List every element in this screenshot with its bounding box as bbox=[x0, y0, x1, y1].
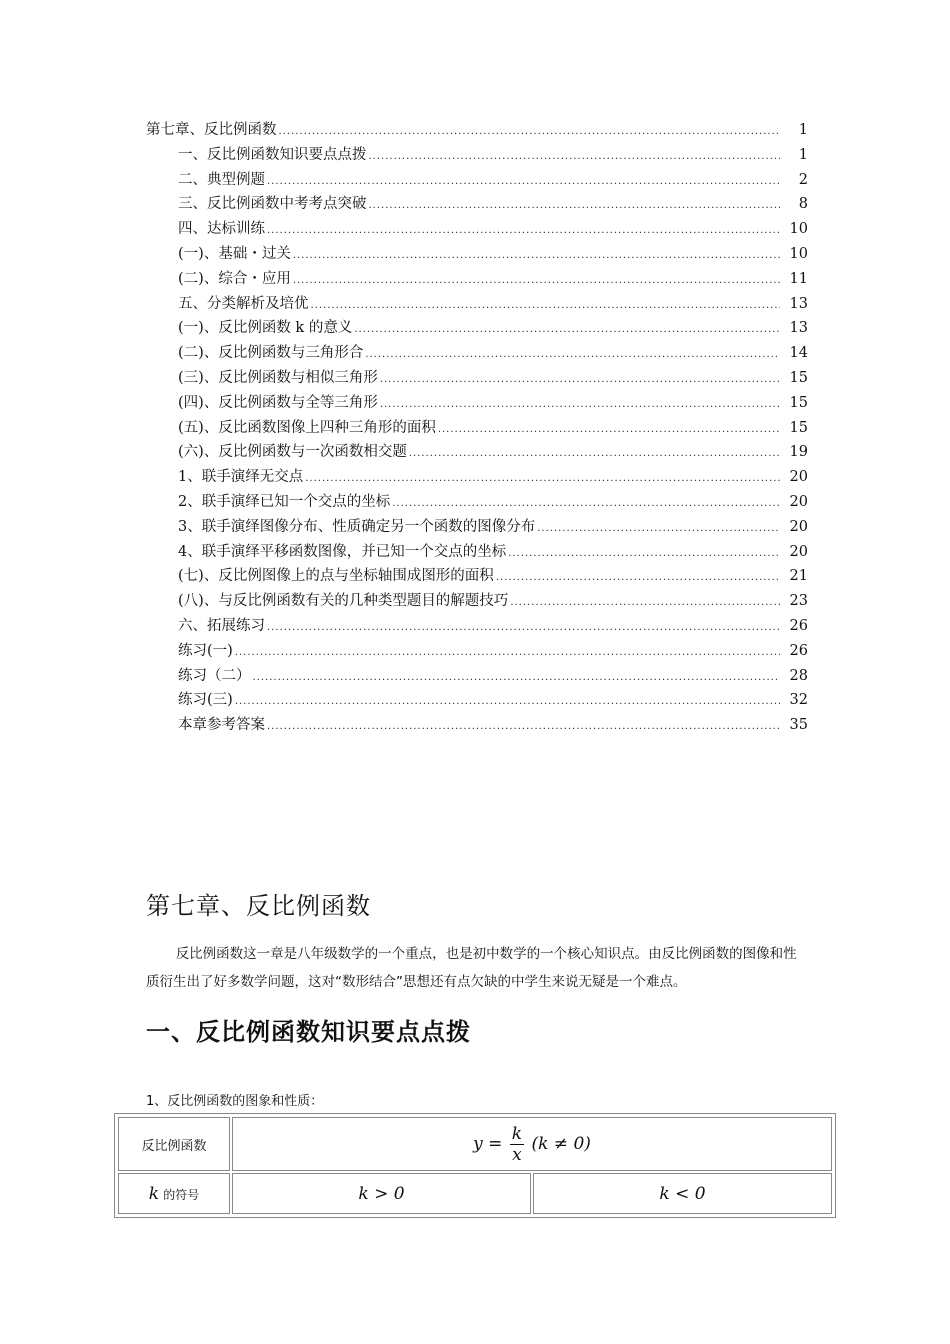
toc-entry-page: 26 bbox=[789, 617, 808, 634]
table-row bbox=[118, 1173, 832, 1214]
table-caption: 1、反比例函数的图象和性质： bbox=[146, 1094, 324, 1109]
toc-leader-dots bbox=[537, 517, 780, 542]
toc-entry-label: 五、分类解析及培优 bbox=[178, 295, 309, 312]
toc-entry-page: 13 bbox=[789, 320, 808, 337]
toc-entry[interactable] bbox=[146, 614, 808, 639]
toc-entry[interactable] bbox=[146, 564, 808, 589]
toc-entry[interactable] bbox=[146, 168, 808, 193]
toc-leader-dots bbox=[267, 616, 780, 641]
k-negative: k < 0 bbox=[659, 1183, 706, 1204]
toc-leader-dots bbox=[510, 591, 780, 616]
toc-leader-dots bbox=[380, 368, 780, 393]
k-positive-cell bbox=[232, 1173, 531, 1214]
toc-entry-label: (八)、与反比例函数有关的几种类型题目的解题技巧 bbox=[178, 593, 509, 610]
toc-entry-label: (二)、综合・应用 bbox=[178, 270, 291, 287]
toc-entry-label: 练习(三) bbox=[178, 692, 233, 709]
formula bbox=[473, 1123, 591, 1165]
toc-entry[interactable] bbox=[146, 688, 808, 713]
toc-entry-page: 14 bbox=[789, 345, 808, 362]
toc-leader-dots bbox=[365, 343, 780, 368]
k-positive: k > 0 bbox=[358, 1183, 405, 1204]
toc-entry-page: 28 bbox=[789, 667, 808, 684]
toc-entry-page: 1 bbox=[798, 122, 808, 138]
toc-leader-dots bbox=[508, 542, 780, 567]
formula-numerator: k bbox=[511, 1123, 523, 1144]
toc-leader-dots bbox=[293, 244, 780, 269]
toc-entry-page: 26 bbox=[789, 642, 808, 659]
toc-entry-page: 11 bbox=[789, 270, 808, 287]
toc-entry-page: 20 bbox=[789, 543, 808, 560]
toc-entry-label: (一)、反比例函数 k 的意义 bbox=[178, 320, 353, 337]
formula-condition: (k ≠ 0) bbox=[531, 1133, 591, 1154]
toc-leader-dots bbox=[253, 666, 781, 691]
toc-entry-label: 二、典型例题 bbox=[178, 171, 265, 188]
toc-entry-label: 练习（二） bbox=[178, 667, 251, 684]
toc-entry-page: 21 bbox=[789, 568, 808, 585]
toc-leader-dots bbox=[305, 467, 780, 492]
toc-entry-label: 三、反比例函数中考考点突破 bbox=[178, 196, 367, 213]
toc-entry-label: (二)、反比例函数与三角形合 bbox=[178, 345, 364, 362]
toc-leader-dots bbox=[235, 690, 780, 715]
table-of-contents bbox=[146, 118, 808, 738]
toc-entry[interactable] bbox=[146, 366, 808, 391]
toc-leader-dots bbox=[369, 145, 781, 170]
toc-entry[interactable] bbox=[146, 416, 808, 441]
toc-leader-dots bbox=[409, 442, 780, 467]
toc-entry-label: 4、联手演绎平移函数图像，并已知一个交点的坐标 bbox=[178, 543, 507, 560]
toc-leader-dots bbox=[267, 715, 780, 740]
toc-entry-page: 15 bbox=[789, 369, 808, 386]
toc-entry[interactable] bbox=[146, 143, 808, 168]
toc-entry[interactable] bbox=[146, 192, 808, 217]
toc-entry-page: 23 bbox=[789, 593, 808, 610]
toc-entry-page: 2 bbox=[798, 171, 808, 188]
toc-entry-page: 1 bbox=[798, 146, 808, 163]
toc-leader-dots bbox=[235, 641, 780, 666]
k-sign-text: 的符号 bbox=[163, 1187, 200, 1202]
toc-entry[interactable] bbox=[146, 664, 808, 689]
toc-entry[interactable] bbox=[146, 639, 808, 664]
formula-denominator: x bbox=[512, 1144, 522, 1165]
toc-entry-label: 六、拓展练习 bbox=[178, 617, 265, 634]
toc-entry-label: (一)、基础・过关 bbox=[178, 245, 291, 262]
toc-entry-page: 19 bbox=[789, 444, 808, 461]
toc-entry-label: (五)、反比函数图像上四种三角形的面积 bbox=[178, 419, 436, 436]
toc-entry[interactable] bbox=[146, 217, 808, 242]
toc-entry-page: 8 bbox=[798, 196, 808, 213]
toc-entry[interactable] bbox=[146, 267, 808, 292]
k-variable: k bbox=[148, 1183, 160, 1204]
toc-entry[interactable] bbox=[146, 589, 808, 614]
toc-entry-page: 15 bbox=[789, 419, 808, 436]
toc-entry-page: 20 bbox=[789, 469, 808, 486]
toc-entry[interactable] bbox=[146, 242, 808, 267]
toc-entry-label: (六)、反比例函数与一次函数相交题 bbox=[178, 444, 407, 461]
toc-entry[interactable] bbox=[146, 540, 808, 565]
toc-leader-dots bbox=[293, 269, 780, 294]
toc-leader-dots bbox=[354, 318, 780, 343]
toc-leader-dots bbox=[392, 492, 780, 517]
toc-leader-dots bbox=[496, 566, 780, 591]
toc-entry[interactable] bbox=[146, 391, 808, 416]
toc-entry-page: 20 bbox=[789, 518, 808, 535]
toc-leader-dots bbox=[369, 194, 781, 219]
toc-entry-label: 练习(一) bbox=[178, 642, 233, 659]
toc-leader-dots bbox=[267, 170, 780, 195]
toc-entry[interactable] bbox=[146, 465, 808, 490]
toc-entry[interactable] bbox=[146, 292, 808, 317]
toc-entry-page: 10 bbox=[789, 245, 808, 262]
toc-entry[interactable] bbox=[146, 515, 808, 540]
formula-fraction bbox=[510, 1124, 524, 1165]
toc-leader-dots bbox=[380, 393, 780, 418]
toc-entry[interactable] bbox=[146, 490, 808, 515]
chapter-title: 第七章、反比例函数 bbox=[146, 892, 371, 920]
toc-entry-label: (三)、反比例函数与相似三角形 bbox=[178, 369, 378, 386]
toc-entry-label: 本章参考答案 bbox=[178, 717, 265, 734]
toc-entry-page: 35 bbox=[789, 717, 808, 734]
toc-entry-page: 20 bbox=[789, 493, 808, 510]
formula-cell bbox=[232, 1117, 832, 1171]
toc-entry-label: (七)、反比例图像上的点与坐标轴围成图形的面积 bbox=[178, 568, 494, 585]
toc-leader-dots bbox=[438, 418, 780, 443]
properties-table bbox=[114, 1113, 836, 1218]
toc-entry-label: (四)、反比例函数与全等三角形 bbox=[178, 394, 378, 411]
toc-entry[interactable] bbox=[146, 341, 808, 366]
toc-entry-label: 2、联手演绎已知一个交点的坐标 bbox=[178, 493, 391, 510]
table-row bbox=[118, 1117, 832, 1171]
toc-leader-dots bbox=[311, 294, 781, 319]
toc-entry[interactable] bbox=[146, 713, 808, 738]
toc-entry-label: 一、反比例函数知识要点点拨 bbox=[178, 146, 367, 163]
toc-entry-page: 32 bbox=[789, 692, 808, 709]
toc-entry-label: 第七章、反比例函数 bbox=[146, 122, 277, 138]
toc-entry-page: 10 bbox=[789, 221, 808, 238]
toc-entry-page: 13 bbox=[789, 295, 808, 312]
row-label-function: 反比例函数 bbox=[118, 1117, 230, 1171]
toc-entry[interactable] bbox=[146, 118, 808, 143]
formula-lhs: y = bbox=[473, 1133, 503, 1154]
toc-entry-label: 1、联手演绎无交点 bbox=[178, 469, 304, 486]
intro-paragraph: 反比例函数这一章是八年级数学的一个重点，也是初中数学的一个核心知识点。由反比例函数的图像和性质衍生出了好多数学问题，这对“数形结合”思想还有点欠缺的中学生来说无疑是一个难点。 bbox=[146, 946, 797, 990]
toc-leader-dots bbox=[279, 120, 781, 145]
toc-entry-page: 15 bbox=[789, 394, 808, 411]
toc-entry[interactable] bbox=[146, 316, 808, 341]
toc-entry-label: 3、联手演绎图像分布、性质确定另一个函数的图像分布 bbox=[178, 518, 536, 535]
k-negative-cell bbox=[533, 1173, 832, 1214]
section-title: 一、反比例函数知识要点点拨 bbox=[146, 1018, 471, 1046]
toc-entry[interactable] bbox=[146, 440, 808, 465]
row-label-k-sign bbox=[118, 1173, 230, 1214]
toc-entry-label: 四、达标训练 bbox=[178, 221, 265, 238]
toc-leader-dots bbox=[267, 219, 780, 244]
